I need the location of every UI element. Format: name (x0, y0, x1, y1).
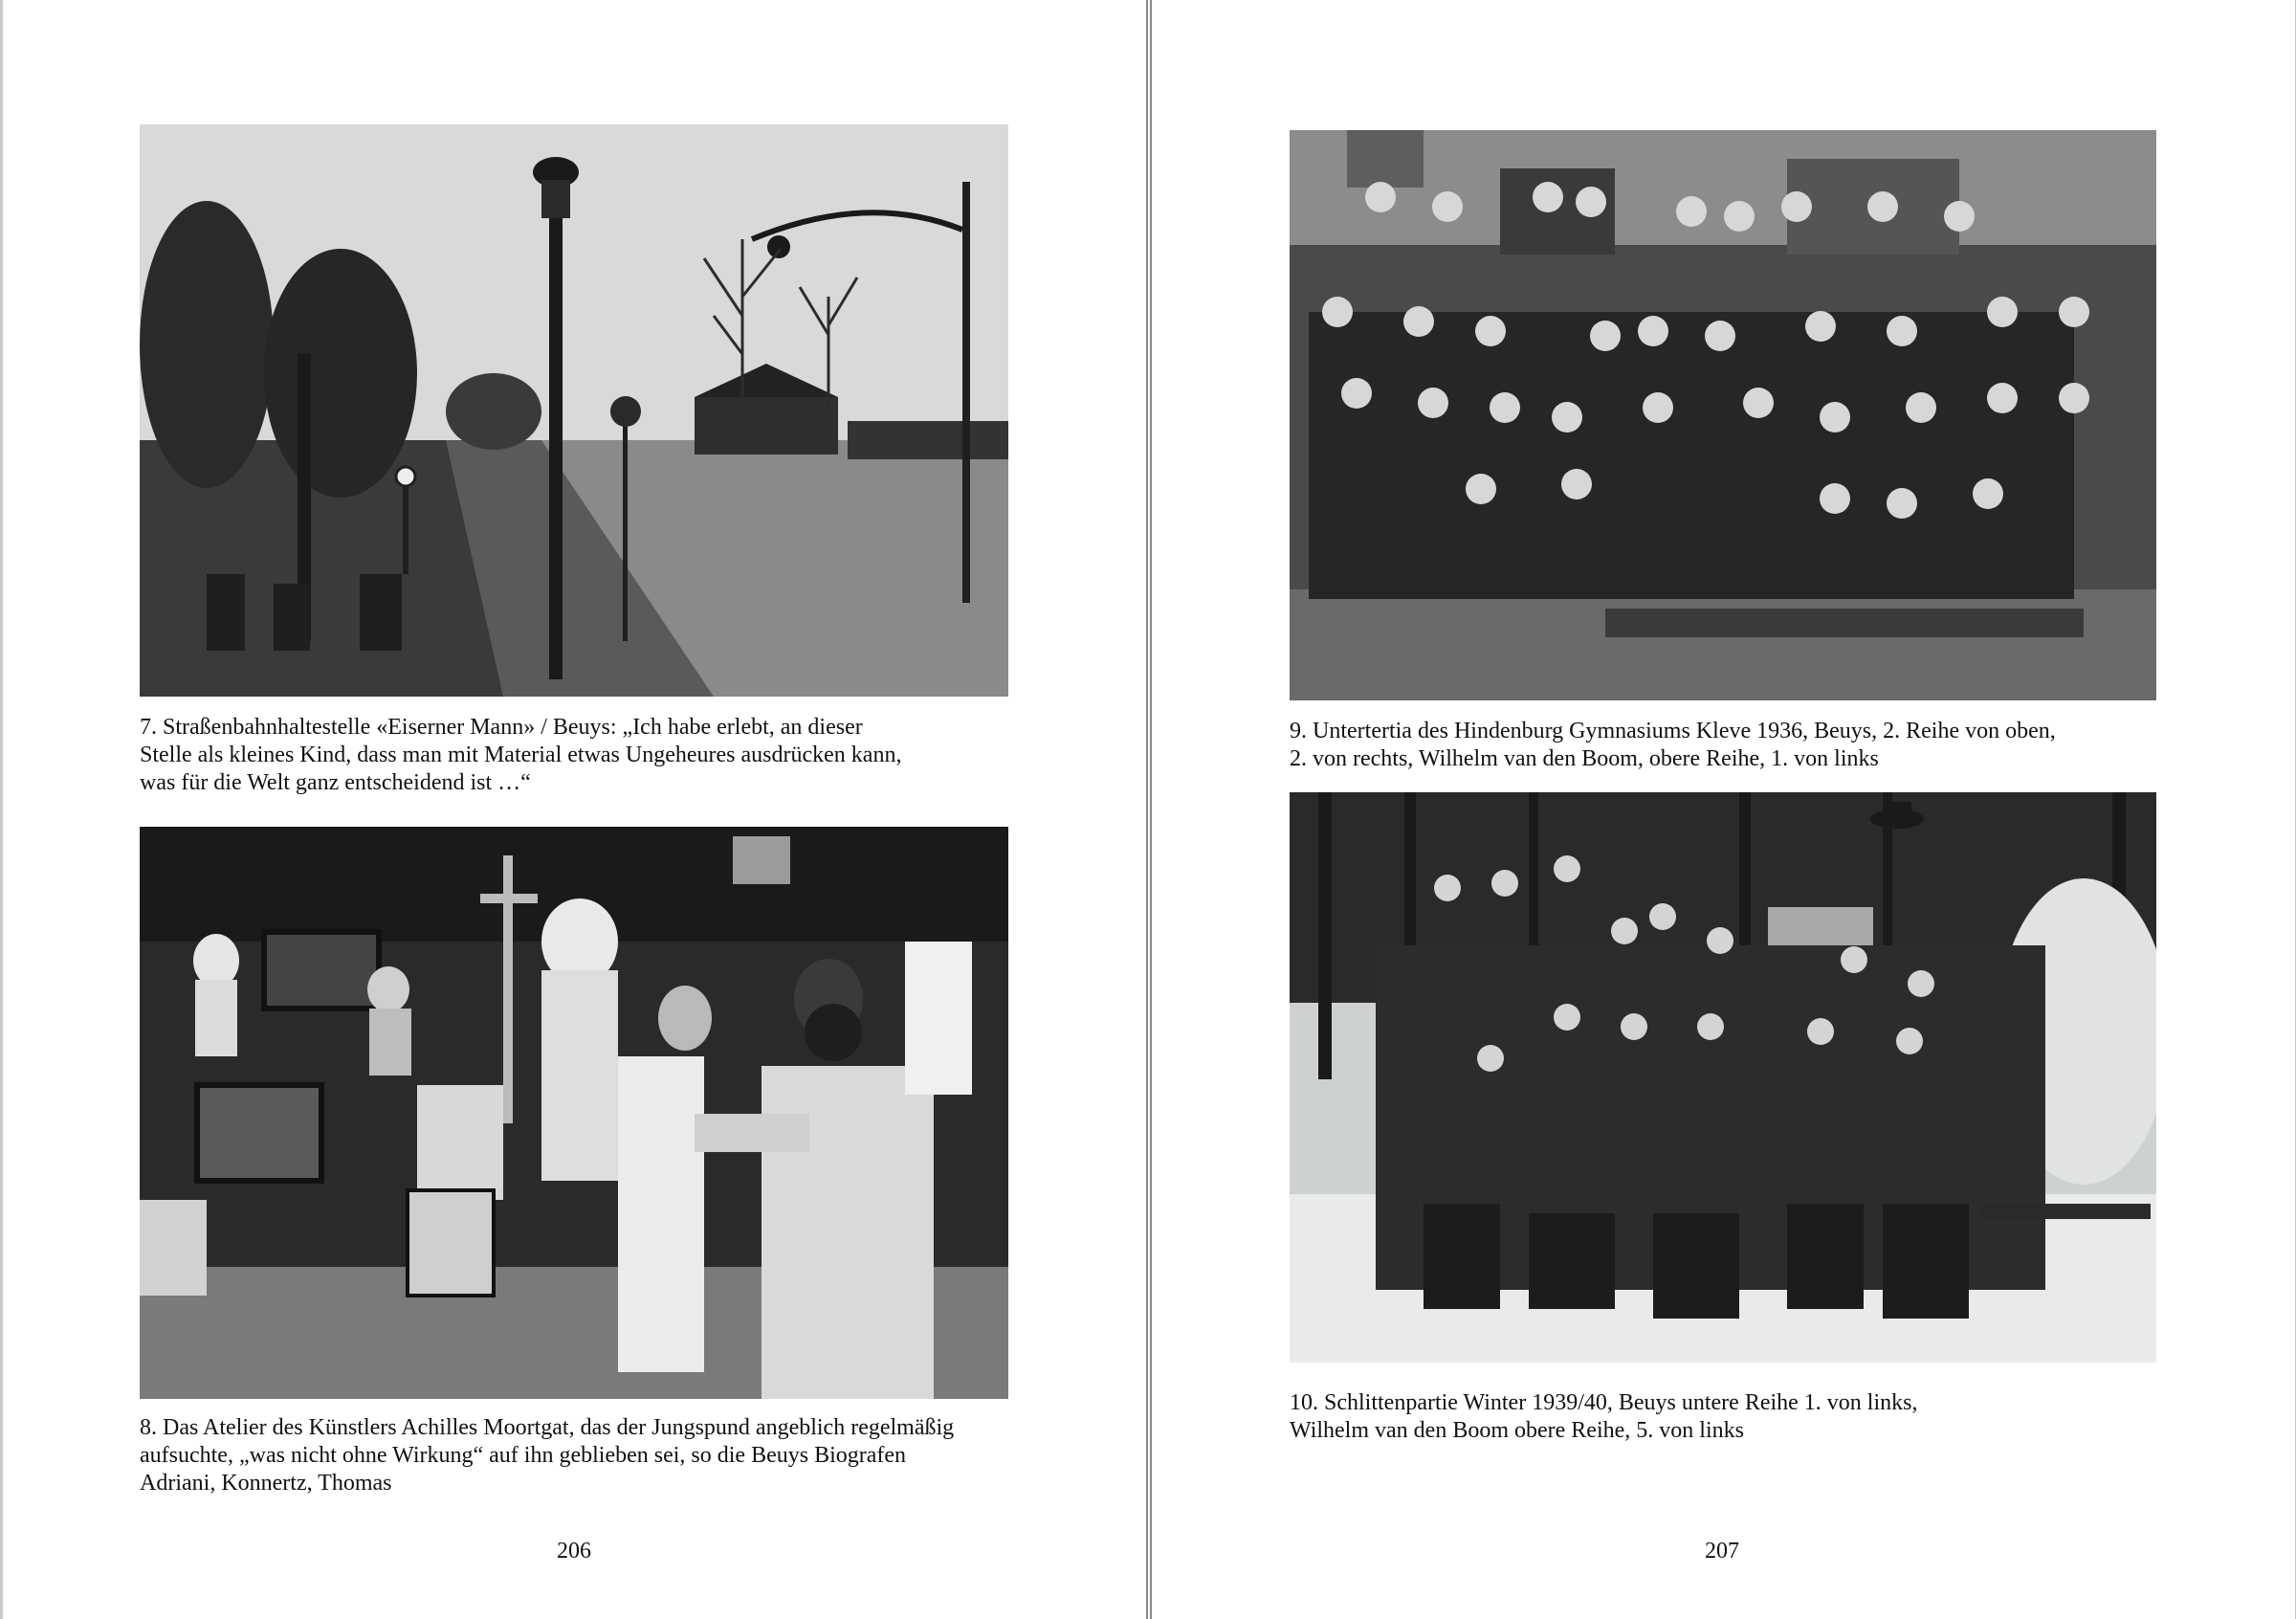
caption-line: 8. Das Atelier des Künstlers Achilles Moortgat, das der Jungspund angeblich regelmäßig (140, 1415, 955, 1440)
caption-line: 2. von rechts, Wilhelm van den Boom, obere Reihe, 1. von links (1290, 746, 1879, 771)
page-number-left: 206 (557, 1539, 591, 1564)
tram-stop-image (140, 124, 1008, 697)
sledding-image (1290, 792, 2156, 1363)
caption-line: Stelle als kleines Kind, dass man mit Material etwas Ungeheures ausdrücken kann, (140, 743, 902, 767)
right-page (1150, 0, 2296, 1619)
caption-line: 7. Straßenbahnhaltestelle «Eiserner Mann» / Beuys: „Ich habe erlebt, an dieser (140, 715, 863, 740)
caption-line: Wilhelm van den Boom obere Reihe, 5. von links (1290, 1418, 1744, 1443)
caption-line: 10. Schlittenpartie Winter 1939/40, Beuys untere Reihe 1. von links, (1290, 1390, 1918, 1415)
caption-photo-7 (140, 714, 901, 797)
photo-tram-stop (140, 124, 1008, 697)
school-class-image (1290, 130, 2156, 700)
photo-school-class (1290, 130, 2156, 700)
page-number-right: 207 (1705, 1539, 1739, 1564)
atelier-image (140, 827, 1008, 1399)
caption-photo-10 (1290, 1389, 1917, 1445)
caption-photo-9 (1290, 718, 2056, 773)
photo-atelier (140, 827, 1008, 1399)
caption-line: 9. Untertertia des Hindenburg Gymnasiums Kleve 1936, Beuys, 2. Reihe von oben, (1290, 719, 2056, 743)
photo-sledding (1290, 792, 2156, 1363)
page-edge (0, 0, 3, 1619)
caption-line: aufsuchte, „was nicht ohne Wirkung“ auf ihn geblieben sei, so die Beuys Biografen (140, 1443, 907, 1468)
caption-photo-8 (140, 1414, 954, 1497)
caption-line: Adriani, Konnertz, Thomas (140, 1471, 392, 1496)
caption-line: was für die Welt ganz entscheidend ist …“ (140, 770, 531, 795)
